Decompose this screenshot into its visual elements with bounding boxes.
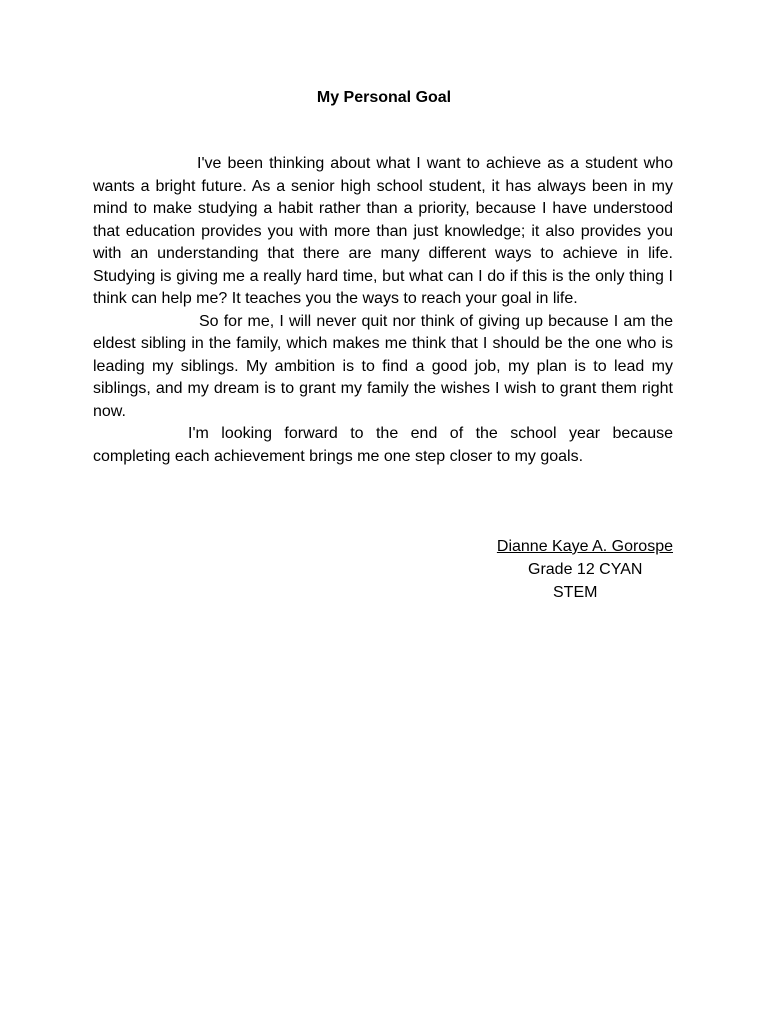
paragraph-3: I'm looking forward to the end of the school year because completing each achievement brings me one step closer to my goals. bbox=[93, 425, 673, 465]
author-name: Dianne Kaye A. Gorospe bbox=[496, 538, 673, 555]
signature-block bbox=[0, 536, 768, 616]
paragraph-2: So for me, I will never quit nor think of giving up because I am the eldest sibling in the family, which makes me think that I should be the one who is leading my siblings. My ambition is to find a good job, my plan is to lead my siblings, and my dream is to grant my family the wishes I wish to grant them right now. bbox=[93, 312, 673, 420]
author-grade: Grade 12 CYAN bbox=[528, 561, 643, 578]
document-body bbox=[93, 153, 673, 468]
paragraph-1: I've been thinking about what I want to achieve as a student who wants a bright future. As a senior high school student, it has always been in my mind to make studying a habit rather than a priority, because I have understood that education provides you with more than just knowledge; it also provides you with an understanding that there are many different ways to achieve in life. Studying is giving me a really hard time, but what can I do if this is the only thing I think can help me? It teaches you the ways to reach your goal in life. bbox=[93, 155, 673, 307]
author-strand: STEM bbox=[553, 584, 598, 601]
document-title: My Personal Goal bbox=[316, 89, 452, 106]
